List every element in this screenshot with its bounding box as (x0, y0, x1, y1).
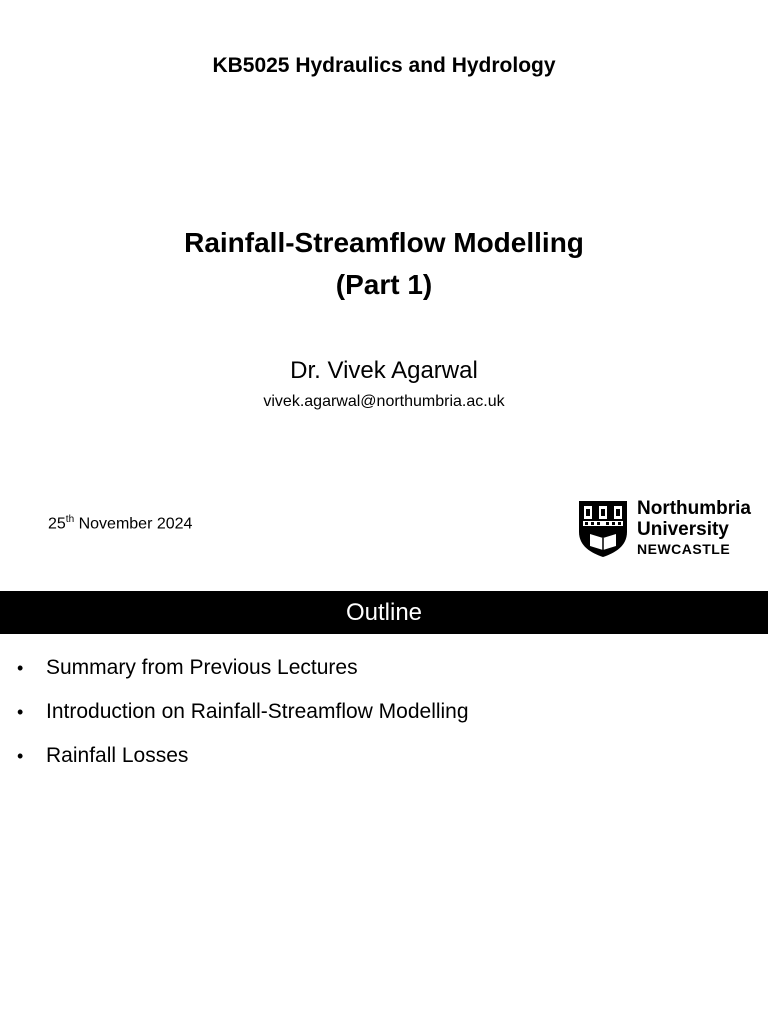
date-month-year: November 2024 (74, 515, 193, 533)
lecture-title-line1: Rainfall-Streamflow Modelling (184, 227, 584, 258)
lecture-date (48, 514, 192, 533)
list-item (0, 692, 768, 736)
bullet-icon: • (17, 658, 24, 678)
university-crest-icon (578, 500, 628, 558)
outline-item-text: Rainfall Losses (46, 744, 189, 767)
logo-line-newcastle: NEWCASTLE (637, 541, 731, 557)
lecture-title (0, 222, 768, 306)
logo-wordmark (637, 498, 751, 559)
logo-line-northumbria: Northumbria (637, 498, 751, 519)
list-item (0, 648, 768, 692)
outline-heading-bar: Outline (0, 591, 768, 634)
list-item (0, 736, 768, 780)
lecture-title-line2: (Part 1) (335, 269, 433, 300)
author-name: Dr. Vivek Agarwal (290, 357, 478, 384)
author-email: vivek.agarwal@northumbria.ac.uk (263, 393, 505, 410)
course-title: KB5025 Hydraulics and Hydrology (212, 54, 556, 77)
outline-item-text: Summary from Previous Lectures (46, 656, 358, 679)
bullet-icon: • (17, 746, 24, 766)
bullet-icon: • (17, 702, 24, 722)
logo-line-university: University (637, 519, 729, 540)
date-suffix: th (65, 514, 75, 525)
date-day: 25 (48, 515, 66, 533)
outline-list (0, 648, 768, 780)
university-logo (578, 498, 764, 560)
outline-item-text: Introduction on Rainfall-Streamflow Modelling (46, 700, 469, 723)
